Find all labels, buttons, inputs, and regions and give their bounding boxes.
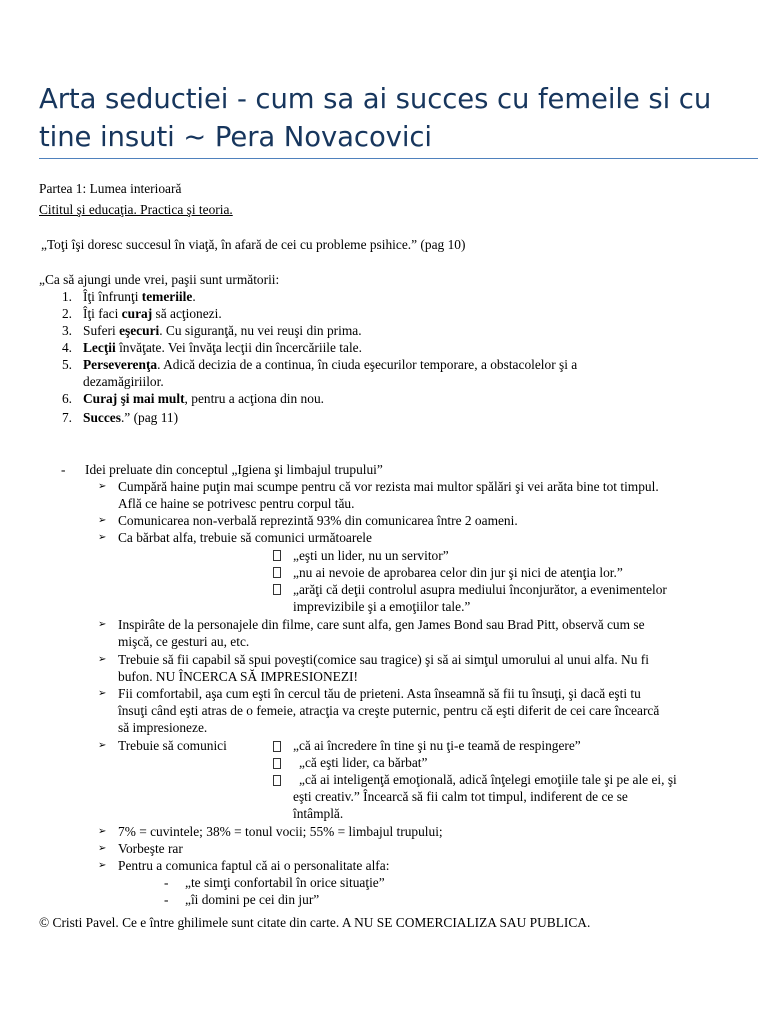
arrow-bullet-icon: ➢ (98, 619, 107, 630)
idea-text: Ca bărbat alfa, trebuie să comunici următoarele (118, 530, 372, 545)
idea-subtext: „eşti un lider, nu un servitor” (293, 548, 449, 563)
step-text: Perseverenţa. Adică decizia de a continua, în ciuda eşecurilor temporare, a obstacolelor şi a (83, 357, 578, 372)
copyright-footer: © Cristi Pavel. Ce e între ghilimele sunt citate din carte. A NU SE COMERCIALIZA SAU PUBLICA. (39, 915, 591, 930)
checkbox-bullet-icon (273, 741, 281, 752)
idea-text: Inspirâte de la personajele din filme, care sunt alfa, gen James Bond sau Brad Pitt, observă cum se (118, 617, 645, 632)
arrow-bullet-icon: ➢ (98, 860, 107, 871)
step-number: 1. (61, 289, 72, 304)
idea-text: Trebuie să comunici (118, 738, 227, 753)
idea-subtext: „că ai încredere în tine şi nu ţi-e teamă de respingere” (293, 738, 581, 753)
arrow-bullet-icon: ➢ (98, 826, 107, 837)
idea-subtext: „îi domini pe cei din jur” (185, 892, 320, 907)
idea-text: Fii comfortabil, aşa cum eşti în cercul tău de prieteni. Asta înseamnă să fii tu însuţi, şi dacă eşti tu (118, 686, 641, 701)
arrow-bullet-icon: ➢ (98, 740, 107, 751)
dash-bullet: - (164, 875, 169, 890)
arrow-bullet-icon: ➢ (98, 515, 107, 526)
dash-bullet: - (61, 462, 66, 477)
checkbox-bullet-icon (273, 550, 281, 561)
step-text-continued: dezamăgiriilor. (83, 374, 164, 389)
idea-text: Comunicarea non-verbală reprezintă 93% din comunicarea între 2 oameni. (118, 513, 518, 528)
idea-text: mişcă, ce gesturi au, etc. (118, 634, 250, 649)
step-number: 3. (61, 323, 72, 338)
idea-subtext: eşti creativ.” Încearcă să fii calm tot timpul, indiferent de ce se (293, 789, 628, 804)
step-number: 7. (61, 410, 72, 425)
idea-text: bufon. NU ÎNCERCA SĂ IMPRESIONEZI! (118, 669, 358, 684)
arrow-bullet-icon: ➢ (98, 481, 107, 492)
idea-subtext: întâmplă. (293, 806, 344, 821)
step-number: 2. (61, 306, 72, 321)
arrow-bullet-icon: ➢ (98, 843, 107, 854)
step-number: 6. (61, 391, 72, 406)
title-divider (39, 158, 758, 159)
idea-subtext: „că eşti lider, ca bărbat” (299, 755, 428, 770)
idea-text: Cumpără haine puţin mai scumpe pentru că vor rezista mai multor spălări şi vei arăta bine tot timpul. (118, 479, 659, 494)
idea-text: Trebuie să fii capabil să spui poveşti(comice sau tragice) şi să ai simţul umorului al unui alfa. Nu fi (118, 652, 649, 667)
idea-text: Află ce haine se potrivesc pentru corpul tău. (118, 496, 355, 511)
step-text: Suferi eşecuri. Cu siguranţă, nu vei reuşi din prima. (83, 323, 362, 338)
arrow-bullet-icon: ➢ (98, 688, 107, 699)
steps-intro: „Ca să ajungi unde vrei, paşii sunt următorii: (39, 272, 280, 287)
step-number: 4. (61, 340, 72, 355)
idea-text: Vorbeşte rar (118, 841, 183, 856)
step-number: 5. (61, 357, 72, 372)
idea-subtext: „te simţi confortabil în orice situaţie” (185, 875, 385, 890)
step-text: Îţi faci curaj să acţionezi. (83, 306, 222, 321)
dash-bullet: - (164, 892, 169, 907)
section-subheading: Cititul şi educaţia. Practica şi teoria. (39, 202, 233, 217)
idea-subtext: imprevizibile şi a emoţiilor tale.” (293, 599, 471, 614)
idea-text: Pentru a comunica faptul că ai o personalitate alfa: (118, 858, 390, 873)
checkbox-bullet-icon (273, 775, 281, 786)
quote-success: „Toţi îşi doresc succesul în viaţă, în afară de cei cu probleme psihice.” (pag 10) (41, 237, 466, 252)
idea-text: să impresioneze. (118, 720, 208, 735)
idea-subtext: „arăţi că deţii controlul asupra mediului înconjurător, a evenimentelor (293, 582, 667, 597)
step-text: Curaj şi mai mult, pentru a acţiona din nou. (83, 391, 324, 406)
step-text: Lecţii învăţate. Vei învăţa lecţii din încercăriile tale. (83, 340, 362, 355)
idea-text: însuţi când eşti atras de o femeie, atracţia va creşte puternic, pentru că eşti diferit de cei care încearcă (118, 703, 660, 718)
step-text: Succes.” (pag 11) (83, 410, 179, 425)
idea-subtext: „nu ai nevoie de aprobarea celor din jur şi nici de atenţia lor.” (293, 565, 623, 580)
idea-subtext: „că ai inteligenţă emoţională, adică înţelegi emoţiile tale şi pe ale ei, şi (299, 772, 677, 787)
arrow-bullet-icon: ➢ (98, 532, 107, 543)
checkbox-bullet-icon (273, 758, 281, 769)
idea-text: 7% = cuvintele; 38% = tonul vocii; 55% = limbajul trupului; (118, 824, 443, 839)
document-title: Arta seductiei - cum sa ai succes cu femeile si cu tine insuti ~ Pera Novacovici (39, 83, 712, 153)
checkbox-bullet-icon (273, 567, 281, 578)
arrow-bullet-icon: ➢ (98, 654, 107, 665)
step-text: Îţi înfrunţi temeriile. (83, 289, 196, 304)
ideas-intro: Idei preluate din conceptul „Igiena şi limbajul trupului” (85, 462, 383, 477)
checkbox-bullet-icon (273, 584, 281, 595)
part-heading: Partea 1: Lumea interioară (39, 181, 182, 196)
